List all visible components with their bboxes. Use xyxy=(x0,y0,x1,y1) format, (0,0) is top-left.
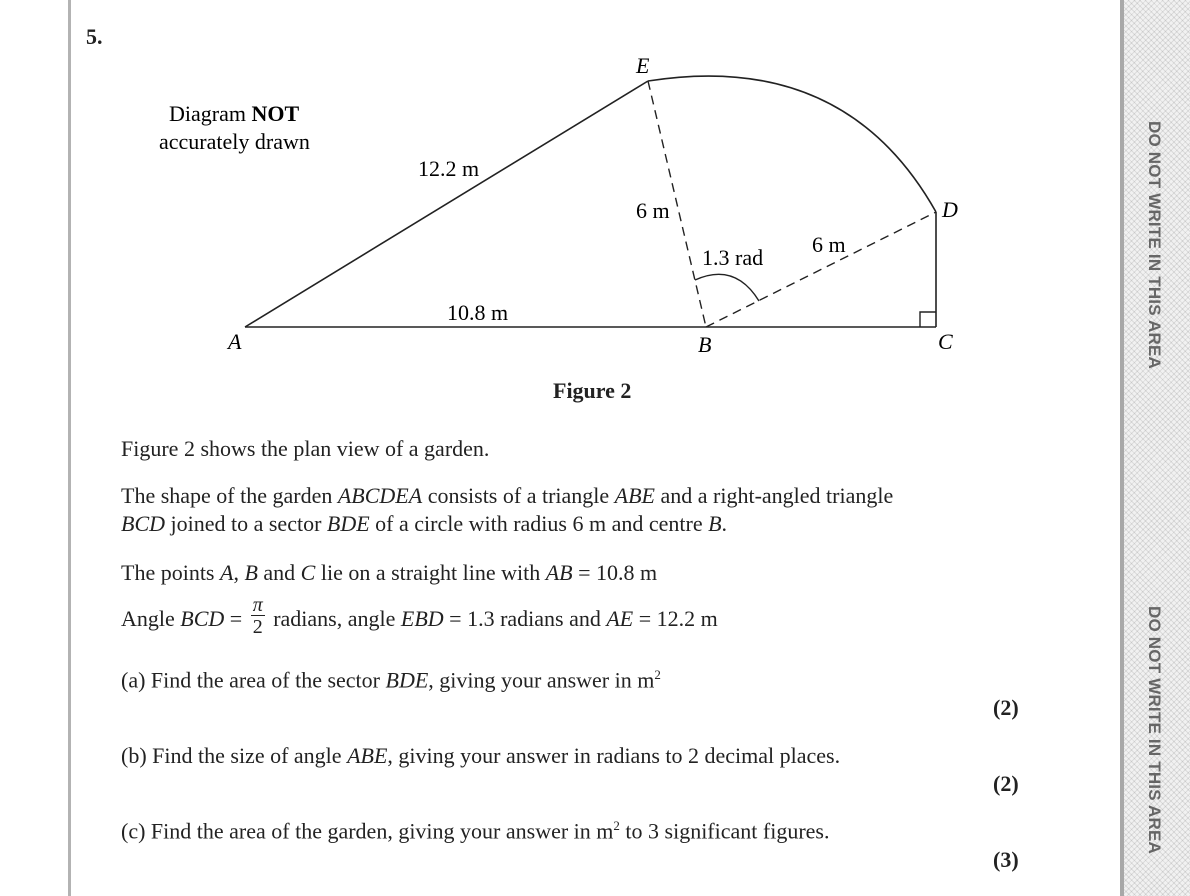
part-a-question: (a) Find the area of the sector BDE, giving your answer in $m^2$ xyxy=(121,667,661,693)
paragraph-4: Angle BCD = $\frac{\pi}{2}$ radians, angle EBD = 1.3 radians and AE = 12.2 m xyxy=(121,594,718,638)
label-BE-length: 6 m xyxy=(636,198,670,223)
paragraph-2-line-1: The shape of the garden ABCDEA consists of a triangle ABE and a right-angled triangle xyxy=(121,483,894,508)
intro-text: Figure 2 shows the plan view of a garden. xyxy=(121,436,490,461)
label-AB-length: 10.8 m xyxy=(447,300,509,325)
right-angle-marker xyxy=(920,312,936,327)
side-AE xyxy=(245,81,648,327)
figure-caption: Figure 2 xyxy=(553,378,632,403)
label-E: E xyxy=(636,53,650,78)
part-c-question: (c) Find the area of the garden, giving your answer in $m^2$ to 3 significant figures. xyxy=(121,818,830,844)
diagram-note-line1: Diagram NOT xyxy=(169,101,300,126)
label-A: A xyxy=(228,329,242,354)
diagram-note-line2: accurately drawn xyxy=(159,129,310,154)
question-number: 5. xyxy=(86,24,103,49)
label-AE-length: 12.2 m xyxy=(418,156,480,181)
label-angle-EBD: 1.3 rad xyxy=(702,245,764,270)
label-BD-length: 6 m xyxy=(812,232,846,257)
part-a-marks: (2) xyxy=(993,695,1019,720)
label-D: D xyxy=(942,197,958,222)
part-b-marks: (2) xyxy=(993,771,1019,796)
do-not-write-warning-bottom: DO NOT WRITE IN THIS AREA xyxy=(1145,605,1164,855)
do-not-write-warning-top: DO NOT WRITE IN THIS AREA xyxy=(1145,120,1164,370)
paragraph-3: The points A, B and C lie on a straight line with AB = 10.8 m xyxy=(121,560,658,585)
label-C: C xyxy=(938,329,953,354)
paragraph-2-line-2: BCD joined to a sector BDE of a circle with radius 6 m and centre B. xyxy=(121,511,728,536)
angle-arc-EBD xyxy=(695,274,759,301)
label-B: B xyxy=(698,332,712,357)
part-b-question: (b) Find the size of angle ABE, giving your answer in radians to 2 decimal places. xyxy=(121,743,841,768)
arc-ED xyxy=(648,76,936,212)
figure-2-diagram xyxy=(0,0,1100,420)
pi-over-2-fraction: $\frac{\pi}{2}$ xyxy=(252,594,263,638)
part-c-marks: (3) xyxy=(993,847,1019,872)
